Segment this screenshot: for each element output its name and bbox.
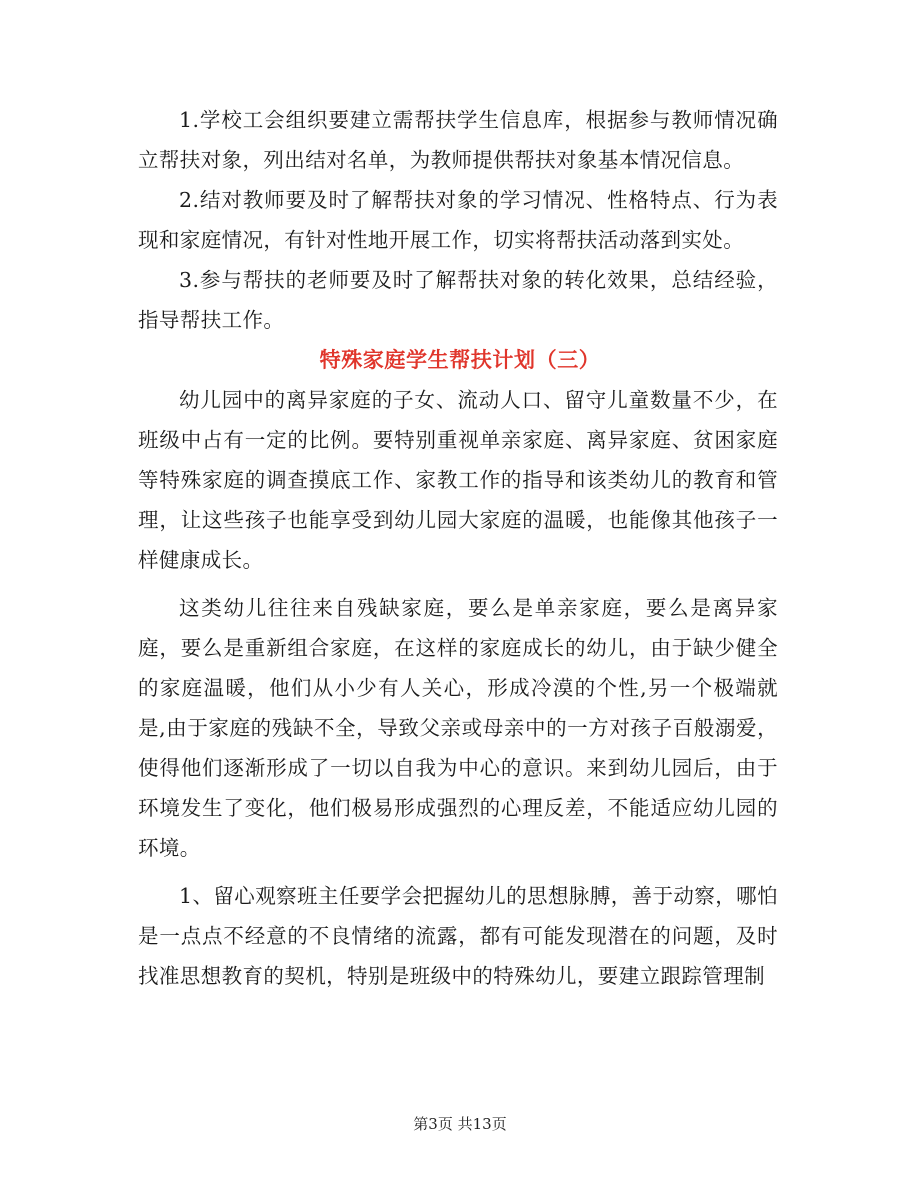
body-paragraph-1: 幼儿园中的离异家庭的子女、流动人口、留守儿童数量不少，在班级中占有一定的比例。要特别重视单亲家庭、离异家庭、贫困家庭等特殊家庭的调查摸底工作、家教工作的指导和该类幼儿的教育和管理，让这些孩子也能享受到幼儿园大家庭的温暖，也能像其他孩子一样健康成长。 <box>138 388 778 572</box>
list-item-3: 3.参与帮扶的老师要及时了解帮扶对象的转化效果，总结经验，指导帮扶工作。 <box>138 268 778 332</box>
body-paragraph-3: 1、留心观察班主任要学会把握幼儿的思想脉膊，善于动察，哪怕是一点点不经意的不良情绪的流露，都有可能发现潜在的问题，及时找准思想教育的契机，特别是班级中的特殊幼儿，要建立跟踪管理制 <box>138 884 778 988</box>
body-paragraph-2: 这类幼儿往往来自残缺家庭，要么是单亲家庭，要么是离异家庭，要么是重新组合家庭，在这样的家庭成长的幼儿，由于缺少健全的家庭温暖，他们从小少有人关心，形成冷漠的个性,另一个极端就是,由于家庭的残缺不全，导致父亲或母亲中的一方对孩子百般溺爱，使得他们逐渐形成了一切以自我为中心的意识。来到幼儿园后，由于环境发生了变化，他们极易形成强烈的心理反差，不能适应幼儿园的环境。 <box>138 596 778 860</box>
list-item-1: 1.学校工会组织要建立需帮扶学生信息库，根据参与教师情况确立帮扶对象，列出结对名单，为教师提供帮扶对象基本情况信息。 <box>138 108 778 172</box>
list-item-2: 2.结对教师要及时了解帮扶对象的学习情况、性格特点、行为表现和家庭情况，有针对性地开展工作，切实将帮扶活动落到实处。 <box>138 188 778 252</box>
page-footer: 第3页 共13页 <box>413 1115 507 1133</box>
section-title: 特殊家庭学生帮扶计划（三） <box>319 347 601 372</box>
document-body <box>138 100 778 996</box>
